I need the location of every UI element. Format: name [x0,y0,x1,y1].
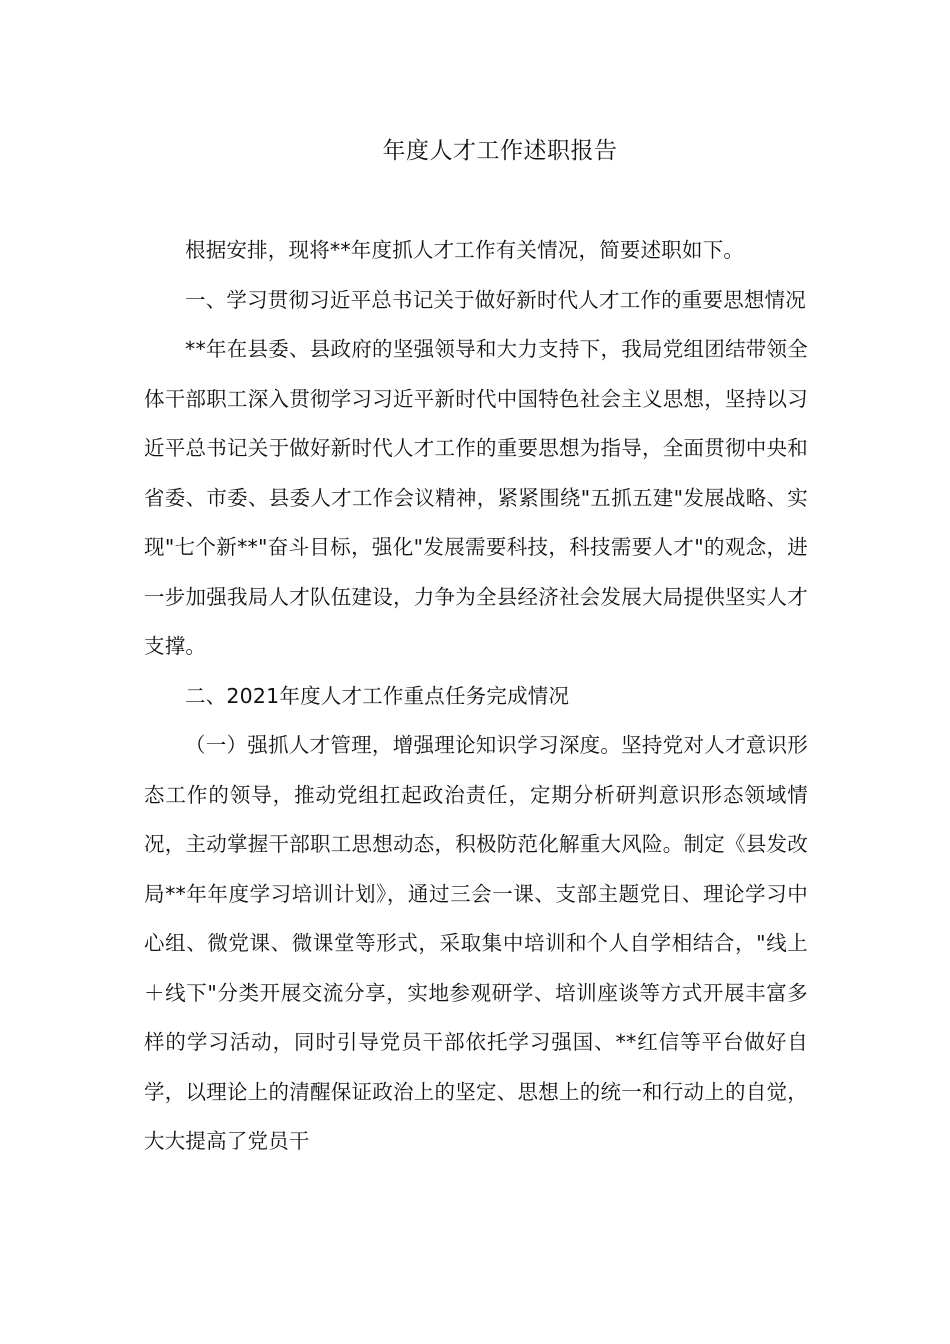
section-heading-2: 二、2021年度人才工作重点任务完成情况 [185,683,570,708]
body-paragraph: （一）强抓人才管理，增强理论知识学习深度。坚持党对人才意识形态工作的领导，推动党组扛起政治责任，定期分析研判意识形态领域情况，主动掌握干部职工思想动态，积极防范化解重大风险。制定《县发改局**年年度学习培训计划》，通过三会一课、支部主题党日、理论学习中心组、微党课、微课堂等形式，采取集中培训和个人自学相结合，"线上＋线下"分类开展交流分享，实地参观研学、培训座谈等方式开展丰富多样的学习活动，同时引导党员干部依托学习强国、**红信等平台做好自学，以理论上的清醒保证政治上的坚定、思想上的统一和行动上的自觉，大大提高了党员干 [144,733,808,1153]
section-heading-1: 一、学习贯彻习近平总书记关于做好新时代人才工作的重要思想情况 [185,287,806,312]
document-title: 年度人才工作述职报告 [382,138,618,164]
body-paragraph: **年在县委、县政府的坚强领导和大力支持下，我局党组团结带领全体干部职工深入贯彻学习习近平新时代中国特色社会主义思想，坚持以习近平总书记关于做好新时代人才工作的重要思想为指导，全面贯彻中央和省委、市委、县委人才工作会议精神，紧紧围绕"五抓五建"发展战略、实现"七个新**"奋斗目标，强化"发展需要科技，科技需要人才"的观念，进一步加强我局人才队伍建设，力争为全县经济社会发展大局提供坚实人才支撑。 [144,337,808,658]
intro-paragraph: 根据安排，现将**年度抓人才工作有关情况，简要述职如下。 [185,238,745,262]
document-body [144,226,808,1167]
